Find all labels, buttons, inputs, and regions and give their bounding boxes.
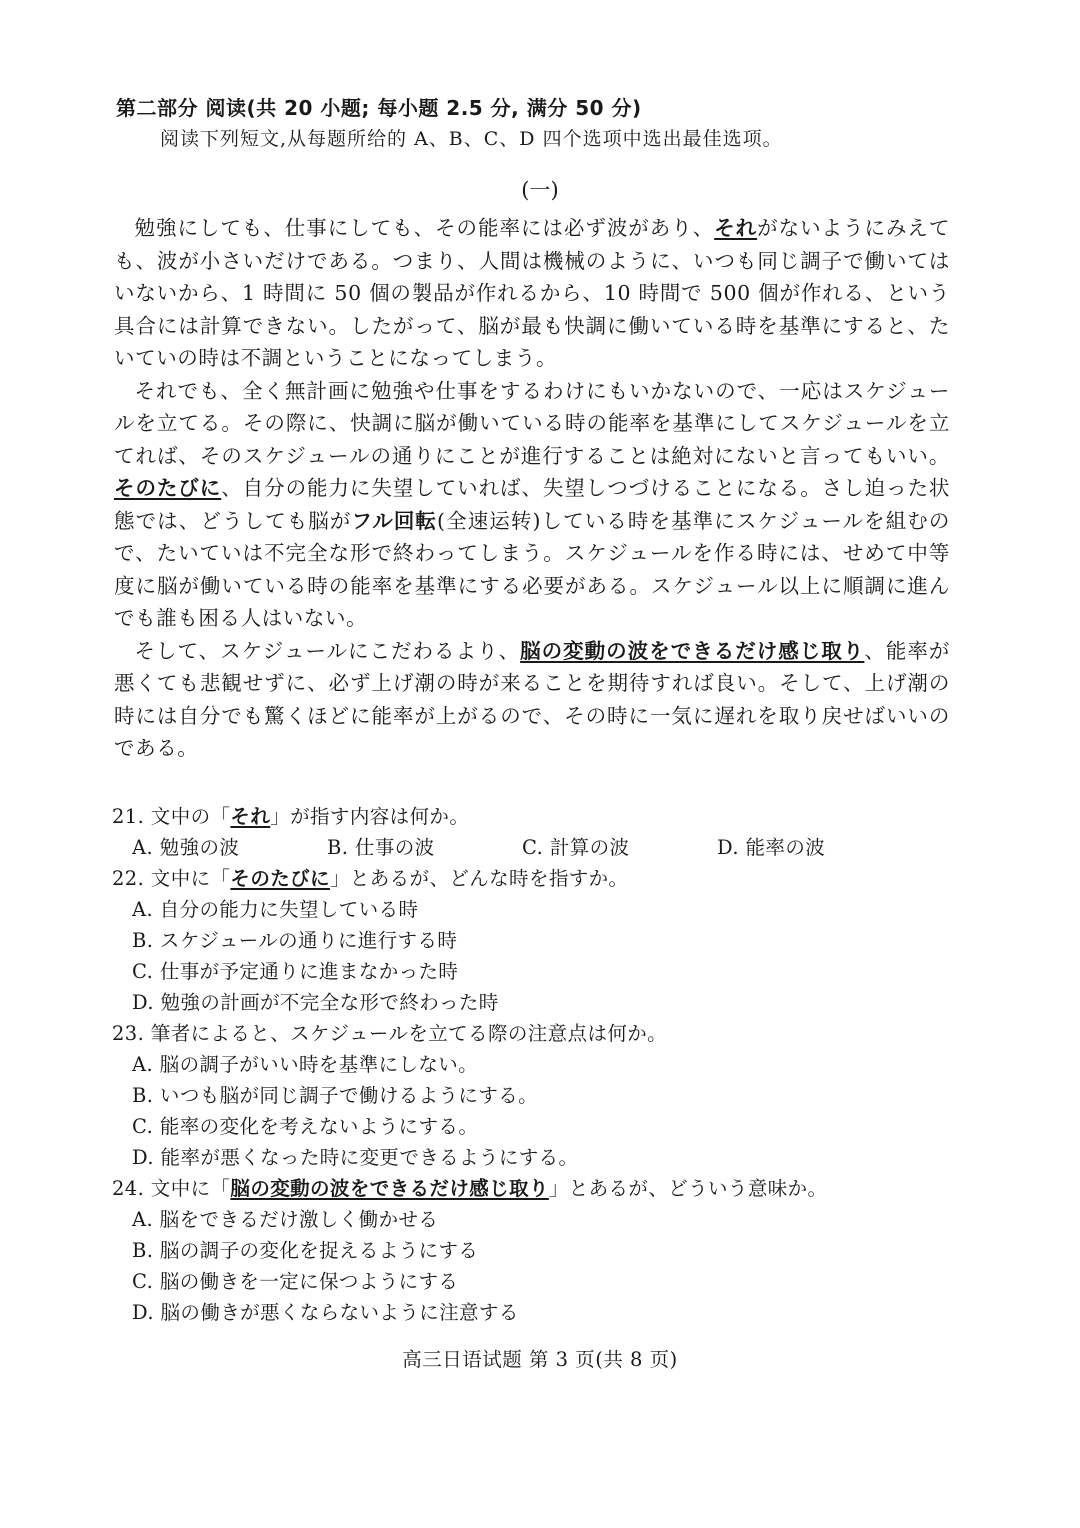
option-d: D. 能率が悪くなった時に変更できるようにする。 — [132, 1146, 579, 1169]
passage-text: 、能率が悪くても悲観せずに、必ず上げ潮の時が来ることを期待すれば良い。そして、上げ潮の時には自分でも驚くほどに能率が上がるので、その時に一気に遅れを取り戻せばいいのである。 — [114, 638, 950, 760]
section-title: 第二部分 阅读(共 20 小题; 每小题 2.5 分, 满分 50 分) — [116, 96, 642, 120]
question-22-stem — [112, 863, 962, 894]
passage-text: がないようにみえても、波が小さいだけである。つまり、人間は機械のように、いつも同じ調子で働いてはいないから、1 時間に 50 個の製品が作れるから、10 時間で 500 個が作れる、という具合には計算できない。したがって、脳が最も快調に働いている時を基準にすると、たいていの時は不調ということになってしまう。 — [114, 216, 950, 370]
passage-text: 勉強にしても、仕事にしても、その能率には必ず波があり、 — [134, 216, 715, 240]
passage-text: そして、スケジュールにこだわるより、 — [134, 638, 521, 663]
question-keyword: それ — [230, 805, 271, 828]
option-b: B. スケジュールの通りに進行する時 — [132, 929, 458, 952]
part-heading: (一) — [521, 178, 559, 202]
underlined-keyword-sore: それ — [714, 216, 758, 240]
underlined-keyword-nami: 脳の変動の波をできるだけ感じ取り — [520, 638, 865, 663]
option-b: B. いつも脳が同じ調子で働けるようにする。 — [132, 1084, 539, 1107]
option-b: B. 脳の調子の変化を捉えるようにする — [132, 1239, 479, 1262]
option-c: C. 仕事が予定通りに進まなかった時 — [132, 960, 459, 983]
question-text: 22. 文中に「 — [112, 867, 231, 890]
option-a: A. 自分の能力に失望している時 — [132, 898, 419, 921]
bold-term-furu-kaiten: フル回転 — [351, 508, 438, 533]
passage-text: (全速运转)している時を基準にスケジュールを組むので、たいていは不完全な形で終わってしまう。スケジュールを作る時には、せめて中等度に脳が働いている時の能率を基準にする必要がある。スケジュール以上に順調に進んでも誰も困る人はいない。 — [114, 508, 950, 630]
option-a: A. 勉強の波 — [132, 836, 240, 859]
option-c: C. 脳の働きを一定に保つようにする — [132, 1270, 459, 1293]
question-text: 」とあるが、どんな時を指すか。 — [329, 867, 629, 890]
option-d: D. 勉強の計画が不完全な形で終わった時 — [132, 991, 499, 1014]
question-list — [112, 801, 962, 1328]
question-text: 」とあるが、どういう意味か。 — [548, 1177, 828, 1200]
passage-paragraph-3 — [114, 635, 950, 765]
question-21-options — [132, 832, 962, 863]
page-footer: 高三日语试题 第 3 页(共 8 页) — [402, 1348, 678, 1371]
option-c: C. 能率の変化を考えないようにする。 — [132, 1115, 479, 1138]
option-d: D. 能率の波 — [717, 836, 826, 859]
question-text: 21. 文中の「 — [112, 805, 231, 828]
question-23-stem: 23. 筆者によると、スケジュールを立てる際の注意点は何か。 — [112, 1022, 668, 1045]
question-21-stem — [112, 801, 962, 832]
passage-text: それでも、全く無計画に勉強や仕事をするわけにもいかないので、一応はスケジュールを立てる。その際に、快調に脳が働いている時の能率を基準にしてスケジュールを立てれば、そのスケジュールの通りにことが進行することは絶対にないと言ってもいい。 — [114, 378, 950, 468]
question-text: 24. 文中に「 — [112, 1177, 231, 1200]
question-24-stem — [112, 1173, 962, 1204]
passage-paragraph-2 — [114, 375, 950, 635]
question-keyword: 脳の変動の波をできるだけ感じ取り — [230, 1177, 549, 1200]
question-text: 」が指す内容は何か。 — [270, 805, 470, 828]
option-d: D. 脳の働きが悪くならないように注意する — [132, 1301, 519, 1324]
question-keyword: そのたびに — [230, 867, 330, 890]
option-a: A. 脳をできるだけ激しく働かせる — [132, 1208, 439, 1231]
option-c: C. 計算の波 — [522, 836, 630, 859]
underlined-keyword-sonotabini: そのたびに — [114, 476, 222, 500]
passage-paragraph-1 — [114, 212, 950, 375]
option-a: A. 脳の調子がいい時を基準にしない。 — [132, 1053, 479, 1076]
passage-text: 、自分の能力に失望していれば、失望しつづけることになる。さし迫った状態では、どうしても脳が — [114, 476, 951, 533]
reading-passage — [114, 212, 950, 765]
reading-instruction: 阅读下列短文,从每题所给的 A、B、C、D 四个选项中选出最佳选项。 — [160, 128, 783, 150]
option-b: B. 仕事の波 — [327, 836, 435, 859]
